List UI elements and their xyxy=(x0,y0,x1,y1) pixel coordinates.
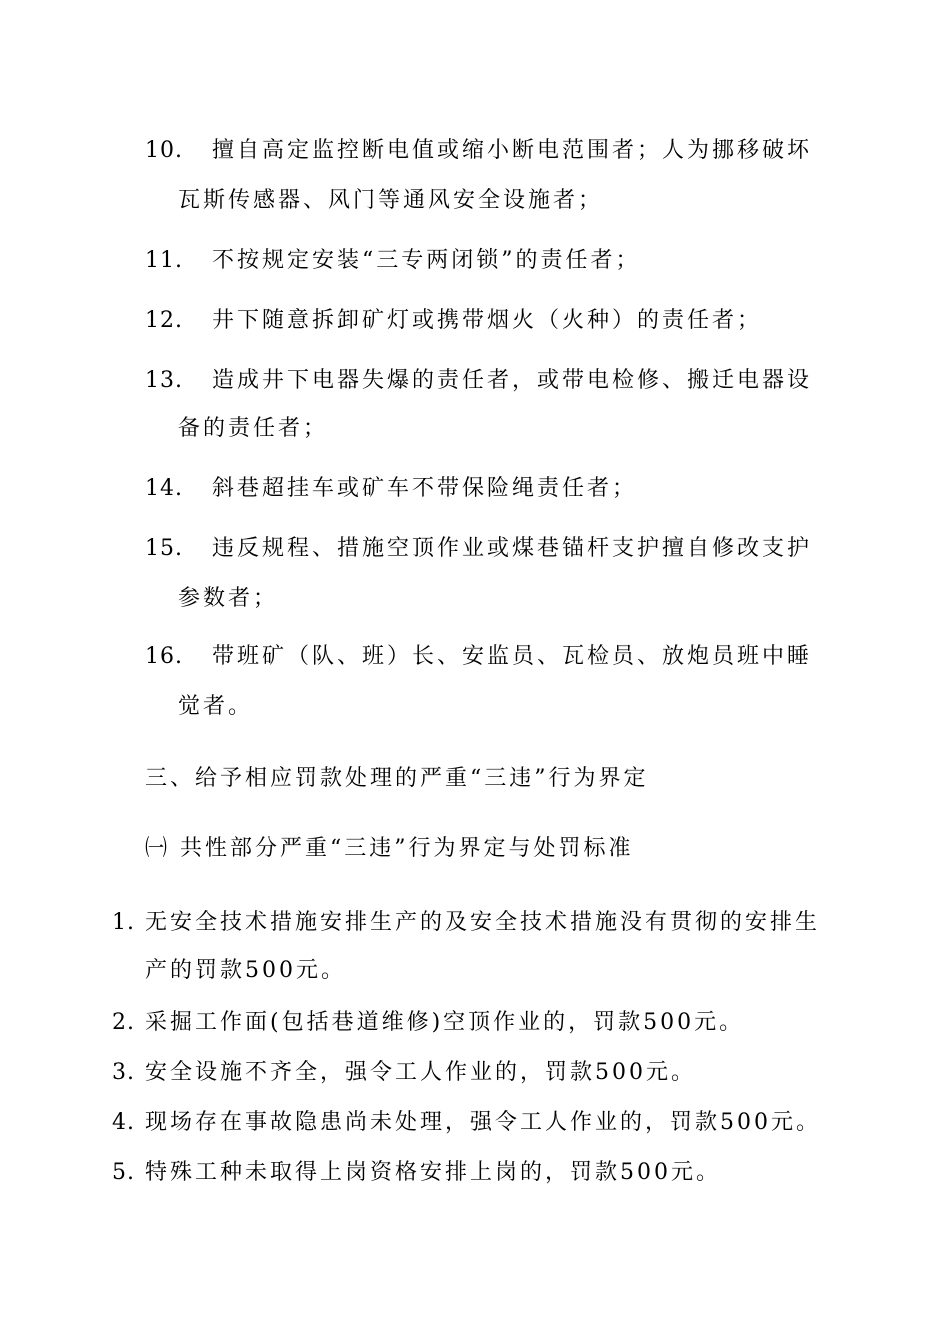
item-number: 14. xyxy=(145,476,183,501)
item-text-continued: 产的罚款500元。 xyxy=(145,958,346,983)
item-number: 11. xyxy=(145,248,183,273)
item-text: 擅自高定监控断电值或缩小断电范围者；人为挪移破坏 xyxy=(212,138,813,163)
item-number: 1. xyxy=(112,910,135,935)
item-text: 带班矿（队、班）长、安监员、瓦检员、放炮员班中睡 xyxy=(212,644,813,669)
item-number: 16. xyxy=(145,644,183,669)
item-text: 采掘工作面(包括巷道维修)空顶作业的，罚款500元。 xyxy=(145,1010,745,1035)
item-text: 不按规定安装“三专两闭锁”的责任者； xyxy=(212,248,641,273)
item-text: 斜巷超挂车或矿车不带保险绳责任者； xyxy=(212,476,638,501)
item-text: 井下随意拆卸矿灯或携带烟火（火种）的责任者； xyxy=(212,308,763,333)
item-number: 5. xyxy=(112,1160,135,1185)
item-text: 安全设施不齐全，强令工人作业的，罚款500元。 xyxy=(145,1060,696,1085)
item-number: 4. xyxy=(112,1110,135,1135)
item-number: 12. xyxy=(145,308,183,333)
item-text: 特殊工种未取得上岗资格安排上岗的，罚款500元。 xyxy=(145,1160,721,1185)
item-text-continued: 瓦斯传感器、风门等通风安全设施者； xyxy=(178,188,604,213)
item-number: 10. xyxy=(145,138,183,163)
item-text-continued: 觉者。 xyxy=(178,694,254,719)
item-text: 违反规程、措施空顶作业或煤巷锚杆支护擅自修改支护 xyxy=(212,536,813,561)
subsection-heading: ㈠ 共性部分严重“三违”行为界定与处罚标准 xyxy=(145,836,634,861)
section-heading: 三、给予相应罚款处理的严重“三违”行为界定 xyxy=(145,766,649,791)
item-text-continued: 参数者； xyxy=(178,586,279,611)
item-number: 15. xyxy=(145,536,183,561)
item-text: 现场存在事故隐患尚未处理，强令工人作业的，罚款500元。 xyxy=(145,1110,821,1135)
item-text-continued: 备的责任者； xyxy=(178,416,329,441)
item-number: 2. xyxy=(112,1010,135,1035)
item-number: 13. xyxy=(145,368,183,393)
item-number: 3. xyxy=(112,1060,135,1085)
item-text: 造成井下电器失爆的责任者，或带电检修、搬迁电器设 xyxy=(212,368,813,393)
item-text: 无安全技术措施安排生产的及安全技术措施没有贯彻的安排生 xyxy=(145,910,821,935)
